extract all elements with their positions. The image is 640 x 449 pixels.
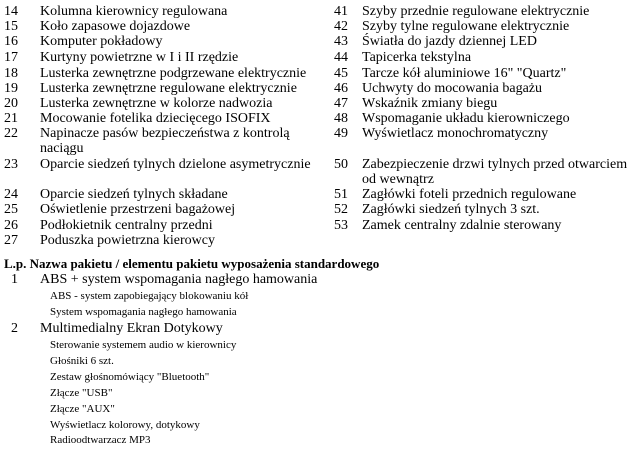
- item-text: Zagłówki siedzeń tylnych 3 szt.: [362, 202, 540, 217]
- item-text: Lusterka zewnętrzne regulowane elektrycznie: [40, 81, 297, 96]
- package-table-header: L.p. Nazwa pakietu / elementu pakietu wyposażenia standardowego: [4, 256, 380, 271]
- item-text: Oświetlenie przestrzeni bagażowej: [40, 202, 236, 217]
- item-text: Oparcie siedzeń tylnych składane: [40, 187, 228, 202]
- package-subitem: Złącze "AUX": [50, 403, 115, 415]
- item-text: Zabezpieczenie drzwi tylnych przed otwarciem od wewnątrz: [362, 157, 628, 187]
- item-text: Napinacze pasów bezpieczeństwa z kontrolą naciągu: [40, 126, 290, 156]
- package-number: 2: [11, 321, 18, 336]
- package-name: Multimedialny Ekran Dotykowy: [40, 321, 223, 336]
- item-number: 49: [334, 126, 348, 141]
- package-name: ABS + system wspomagania nagłego hamowania: [40, 272, 318, 287]
- package-subitem: Zestaw głośnomówiący "Bluetooth": [50, 371, 210, 383]
- item-text: Oparcie siedzeń tylnych dzielone asymetrycznie: [40, 157, 311, 172]
- item-number: 24: [4, 187, 18, 202]
- item-number: 17: [4, 50, 18, 65]
- item-text: Zagłówki foteli przednich regulowane: [362, 187, 577, 202]
- item-number: 48: [334, 111, 348, 126]
- item-number: 15: [4, 19, 18, 34]
- item-text: Zamek centralny zdalnie sterowany: [362, 218, 562, 233]
- package-subitem: Radioodtwarzacz MP3: [50, 434, 151, 446]
- item-number: 18: [4, 66, 18, 81]
- item-text: Szyby tylne regulowane elektrycznie: [362, 19, 570, 34]
- item-text: Koło zapasowe dojazdowe: [40, 19, 191, 34]
- item-number: 52: [334, 202, 348, 217]
- item-text: Wskaźnik zmiany biegu: [362, 96, 498, 111]
- item-text: Wyświetlacz monochromatyczny: [362, 126, 549, 141]
- package-subitem: Wyświetlacz kolorowy, dotykowy: [50, 419, 200, 431]
- item-number: 26: [4, 218, 18, 233]
- item-number: 44: [334, 50, 348, 65]
- item-number: 25: [4, 202, 18, 217]
- package-subitem: ABS - system zapobiegający blokowaniu kół: [50, 290, 249, 302]
- item-number: 42: [334, 19, 348, 34]
- item-text: Lusterka zewnętrzne podgrzewane elektrycznie: [40, 66, 307, 81]
- item-number: 51: [334, 187, 348, 202]
- item-text: Mocowanie fotelika dziecięcego ISOFIX: [40, 111, 271, 126]
- item-number: 50: [334, 157, 348, 172]
- item-number: 27: [4, 233, 18, 248]
- item-text: Podłokietnik centralny przedni: [40, 218, 213, 233]
- item-text: Szyby przednie regulowane elektrycznie: [362, 4, 590, 19]
- item-text: Tapicerka tekstylna: [362, 50, 472, 65]
- item-number: 14: [4, 4, 18, 19]
- item-text: Wspomaganie układu kierowniczego: [362, 111, 570, 126]
- item-number: 41: [334, 4, 348, 19]
- item-number: 23: [4, 157, 18, 172]
- item-text: Lusterka zewnętrzne w kolorze nadwozia: [40, 96, 273, 111]
- package-number: 1: [11, 272, 18, 287]
- item-text: Światła do jazdy dziennej LED: [362, 34, 537, 49]
- package-subitem: Złącze "USB": [50, 387, 113, 399]
- item-text: Kolumna kierownicy regulowana: [40, 4, 228, 19]
- item-number: 46: [334, 81, 348, 96]
- item-number: 19: [4, 81, 18, 96]
- item-text: Komputer pokładowy: [40, 34, 163, 49]
- item-number: 53: [334, 218, 348, 233]
- item-text: Poduszka powietrzna kierowcy: [40, 233, 215, 248]
- package-subitem: Sterowanie systemem audio w kierownicy: [50, 339, 237, 351]
- item-number: 20: [4, 96, 18, 111]
- item-number: 45: [334, 66, 348, 81]
- item-text: Uchwyty do mocowania bagażu: [362, 81, 542, 96]
- item-text: Tarcze kół aluminiowe 16" "Quartz": [362, 66, 567, 81]
- item-number: 43: [334, 34, 348, 49]
- item-text: Kurtyny powietrzne w I i II rzędzie: [40, 50, 239, 65]
- item-number: 16: [4, 34, 18, 49]
- item-number: 22: [4, 126, 18, 141]
- item-number: 21: [4, 111, 18, 126]
- item-number: 47: [334, 96, 348, 111]
- package-subitem: System wspomagania nagłego hamowania: [50, 306, 237, 318]
- package-subitem: Głośniki 6 szt.: [50, 355, 114, 367]
